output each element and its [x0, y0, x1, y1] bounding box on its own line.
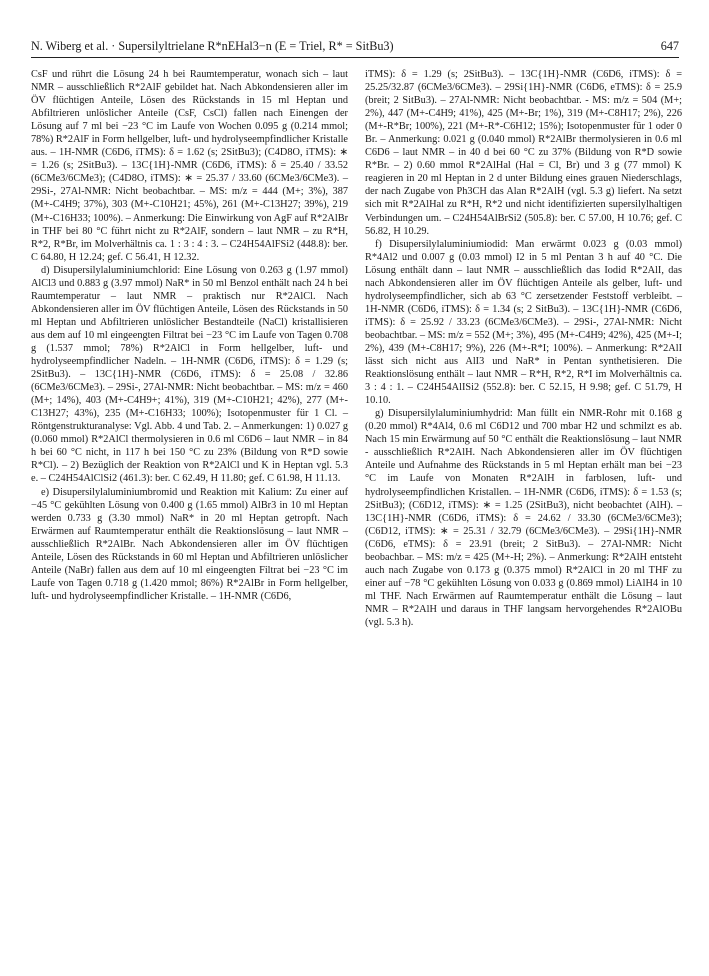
paragraph-section-f: f) Disupersilylaluminiumiodid: Man erwärmt 0.023 g (0.03 mmol) R*4Al2 und 0.007 g (0.03 mmol) I2 in 5 ml Pentan 3 h auf 40 °C. Die Lösung enthält dann – laut NMR – ausschließlich das Iodid R*2AlI, das nach Abkondensieren aller im ÖV flüchtigen Anteile als gelber, luft- und hydrolyseempfindlicher, sich ab 63 °C zersetzender Feststoff verbleibt. – 1H-NMR (C6D6, iTMS): δ = 1.34 (s; 2 SitBu3). – 13C{1H}-NMR (C6D6, iTMS): δ = 25.92 / 33.23 (6CMe3/6CMe3). – 29Si-, 27Al-NMR: Nicht beobachtbar. – MS: m/z = 552 (M+; 3%), 495 (M+-C4H9; 42%), 425 (M+-I; 2%), 439 (M+-C8H17; 9%), 226 (M+-R*I; 100%). – Anmerkung: R*2AlI lässt sich nicht aus AlI3 und NaR* in Pentan synthetisieren. Die Reaktionslösung enthält – laut NMR – R*H, R*2, R*I im Molverhältnis ca. 3 : 4 : 1. – C24H54AlISi2 (552.8): ber. C 52.15, H 9.98; gef. C 51.79, H 10.10.: [365, 238, 682, 407]
left-column: [31, 68, 348, 603]
running-title: N. Wiberg et al. · Supersilyltrielane R*nEHal3−n (E = Triel, R* = SitBu3): [31, 39, 394, 53]
page-number: 647: [660, 39, 679, 53]
paragraph-section-e: e) Disupersilylaluminiumbromid und Reaktion mit Kalium: Zu einer auf −45 °C gekühlten Lösung von 0.400 g (1.65 mmol) AlBr3 in 10 ml Heptan werden 0.733 g (3.30 mmol) NaR* in 20 ml Heptan getropft. Nach Erwärmen auf Raumtemperatur enthält die Reaktionslösung – laut NMR – ausschließlich R*2AlBr. Nach Abkondensieren aller im ÖV flüchtigen Anteile, Lösen des Rückstands in 60 ml Heptan und Abfiltrieren unlöslicher Anteile (NaBr) fallen aus dem auf 10 ml eingeengten Filtrat bei −23 °C im Laufe von Tagen 0.718 g (1.420 mmol; 86%) R*2AlBr in Form hellgelber, luft- und hydrolyseempfindlicher Kristalle. – 1H-NMR (C6D6,: [31, 486, 348, 602]
paragraph-section-g: g) Disupersilylaluminiumhydrid: Man füllt ein NMR-Rohr mit 0.168 g (0.20 mmol) R*4Al4, 0.6 ml C6D12 und 700 mbar H2 und schmilzt es ab. Nach 15 min Erwärmung auf 50 °C enthält die Reaktionslösung – laut NMR - ausschließlich R*2AlH. Nach Abkondensieren aller im ÖV flüchtigen Anteile und Aufnahme des Rückstands in 5 ml Heptan erhält man bei −23 °C im Laufe von Monaten R*2AlH in farblosen, luft- und hydrolyseempfindlichen Kristallen. – 1H-NMR (C6D6, iTMS): δ = 1.53 (s; 2SitBu3); (C6D12, iTMS): ∗ = 1.25 (2SitBu3), nicht beobachtet (AlH). – 13C{1H}-NMR (C6D6, iTMS): δ = 24.62 / 33.30 (6CMe3/6CMe3); (C6D12, iTMS): ∗ = 25.31 / 32.79 (6CMe3/6CMe3). – 29Si{1H}-NMR (C6D6, eTMS): δ = 23.91 (breit; 2 SitBu3). – 27Al-NMR: Nicht beobachbar. – MS: m/z = 425 (M+-H; 2%). – Anmerkung: R*2AlH entsteht auch nach Zugabe von 0.173 g (0.375 mmol) R*2AlCl in 20 ml THF zu einer auf −78 °C gekühlten Lösung von 0.033 g (0.869 mmol) LiAlH4 in 10 ml THF. Nach Erwärmen auf Raumtemperatur enthält die Lösung – laut NMR – R*2AlH und daraus in THF langsam hervorgehendes R*2AlOBu (vgl. 5.3 h).: [365, 408, 682, 628]
paragraph-section-d: d) Disupersilylaluminiumchlorid: Eine Lösung von 0.263 g (1.97 mmol) AlCl3 und 0.883 g (3.97 mmol) NaR* in 50 ml Benzol enthält nach 24 h bei Raumtemperatur – laut NMR – praktisch nur R*2AlCl. Nach Abkondensieren aller im ÖV flüchtigen Anteile, Lösen des Rückstands in 50 ml Heptan und Abfiltrieren unlöslicher Bestandteile (NaCl) kristallisieren aus dem auf 10 ml eingeengten Filtrat bei −23 °C im Laufe von Tagen 0.708 g (1.537 mmol; 78%) R*2AlCl in Form hellgelber, luft- und hydrolyseempfindlicher Nadeln. – 1H-NMR (C6D6, iTMS): δ = 1.29 (s; 2SitBu3). – 13C{1H}-NMR (C6D6, iTMS): δ = 25.08 / 32.86 (6CMe3/6CMe3). – 29Si-, 27Al-NMR: Nicht beobachtbar. – MS: m/z = 460 (M+; 14%), 403 (M+-C4H9+; 41%), 319 (M+-C10H21; 42%), 277 (M+-C13H27; 43%), 235 (M+-C16H33; 100%); Isotopenmuster für 1 Cl. – Röntgenstrukturanalyse: Vgl. Abb. 4 und Tab. 2. – Anmerkungen: 1) 0.027 g (0.060 mmol) R*2AlCl thermolysieren in 0.6 ml C6D6 – laut NMR – in 84 h bei 60 °C nicht, in 117 h bei 150 °C zu 23% (Bildung von R*D sowie R*Cl). – 2) Bezüglich der Reaktion von R*2AlCl und K in Heptan vgl. 5.3 e. – C24H54AlClSi2 (461.3): ber. C 62.49, H 11.80; gef. C 61.98, H 11.13.: [31, 264, 348, 485]
paragraph-continuation-e: iTMS): δ = 1.29 (s; 2SitBu3). – 13C{1H}-NMR (C6D6, iTMS): δ = 25.25/32.87 (6CMe3/6CMe3). – 29Si{1H}-NMR (C6D6, eTMS): δ = 25.9 (breit; 2 SitBu3). – 27Al-NMR: Nicht beobachtbar. - MS: m/z = 504 (M+; 2%), 447 (M+-C4H9; 41%), 425 (M+-Br; 1%), 319 (M+-C8H17; 2%), 226 (M+-R*Br; 100%), 221 (M+-R*-C6H12; 15%); Isotopenmuster für 1 oder 0 Br. – Anmerkung: 0.021 g (0.040 mmol) R*2AlBr thermolysieren in 0.6 ml C6D6 – laut NMR – in 40 d bei 60 °C zu 37% (Bildung von R*D sowie R*Br. – 2) 0.60 mmol R*2AlHal (Hal = Cl, Br) und 3 g (77 mmol) K reagieren in 20 ml Heptan in 2 d unter Bildung eines grauen Niederschlags, der nach Zugabe von Ph3CH das Alan R*2AlH (vgl. 5.3 g) liefert. Na setzt sich mit R*2AlHal zu R*H, R*2 und nicht identifizierten supersilylhaltigen Verbindungen um. – C24H54AlBrSi2 (505.8): ber. C 57.00, H 10.76; gef. C 56.82, H 10.29.: [365, 69, 682, 237]
header-rule: [31, 57, 679, 58]
right-column: [365, 68, 682, 629]
paragraph-continuation-c: CsF und rührt die Lösung 24 h bei Raumtemperatur, wonach sich – laut NMR – ausschließlich R*2AlF gebildet hat. Nach Abkondensieren aller im ÖV flüchtigen Anteile, Lösen des Rückstands in 15 ml Heptan und Abfiltrieren unlöslicher Anteile (CsF, CsCl) fallen nach Einengen der Lösung auf 7 ml bei −23 °C im Laufe von Wochen 0.095 g (0.214 mmol; 78%) R*2AlF in Form hellgelber, luft- und hydrolyseempfindlicher Kristalle aus. – 1H-NMR (C6D6, iTMS): δ = 1.62 (s; 2SitBu3); (C4D8O, iTMS): ∗ = 1.26 (s; 2SitBu3). – 13C{1H}-NMR (C6D6, iTMS): δ = 25.40 / 33.52 (6CMe3/6CMe3); (C4D8O, iTMS): ∗ = 25.37 / 33.60 (6CMe3/6CMe3). – 29Si-, 27Al-NMR: Nicht beobachtbar. – MS: m/z = 444 (M+; 3%), 387 (M+-C4H9; 37%), 303 (M+-C10H21; 45%), 261 (M+-C13H27; 39%), 219 (M+-C16H33; 100%). – Anmerkung: Die Einwirkung von AgF auf R*2AlBr in THF bei 80 °C führt nicht zu R*2AlF, sondern – laut NMR – zu R*H, R*2, R*Br, im Molverhältnis ca. 1 : 3 : 4 : 3. – C24H54AlFSi2 (448.8): ber. C 64.80, H 12.24; gef. C 56.41, H 12.32.: [31, 69, 348, 263]
page-header: [31, 36, 679, 58]
